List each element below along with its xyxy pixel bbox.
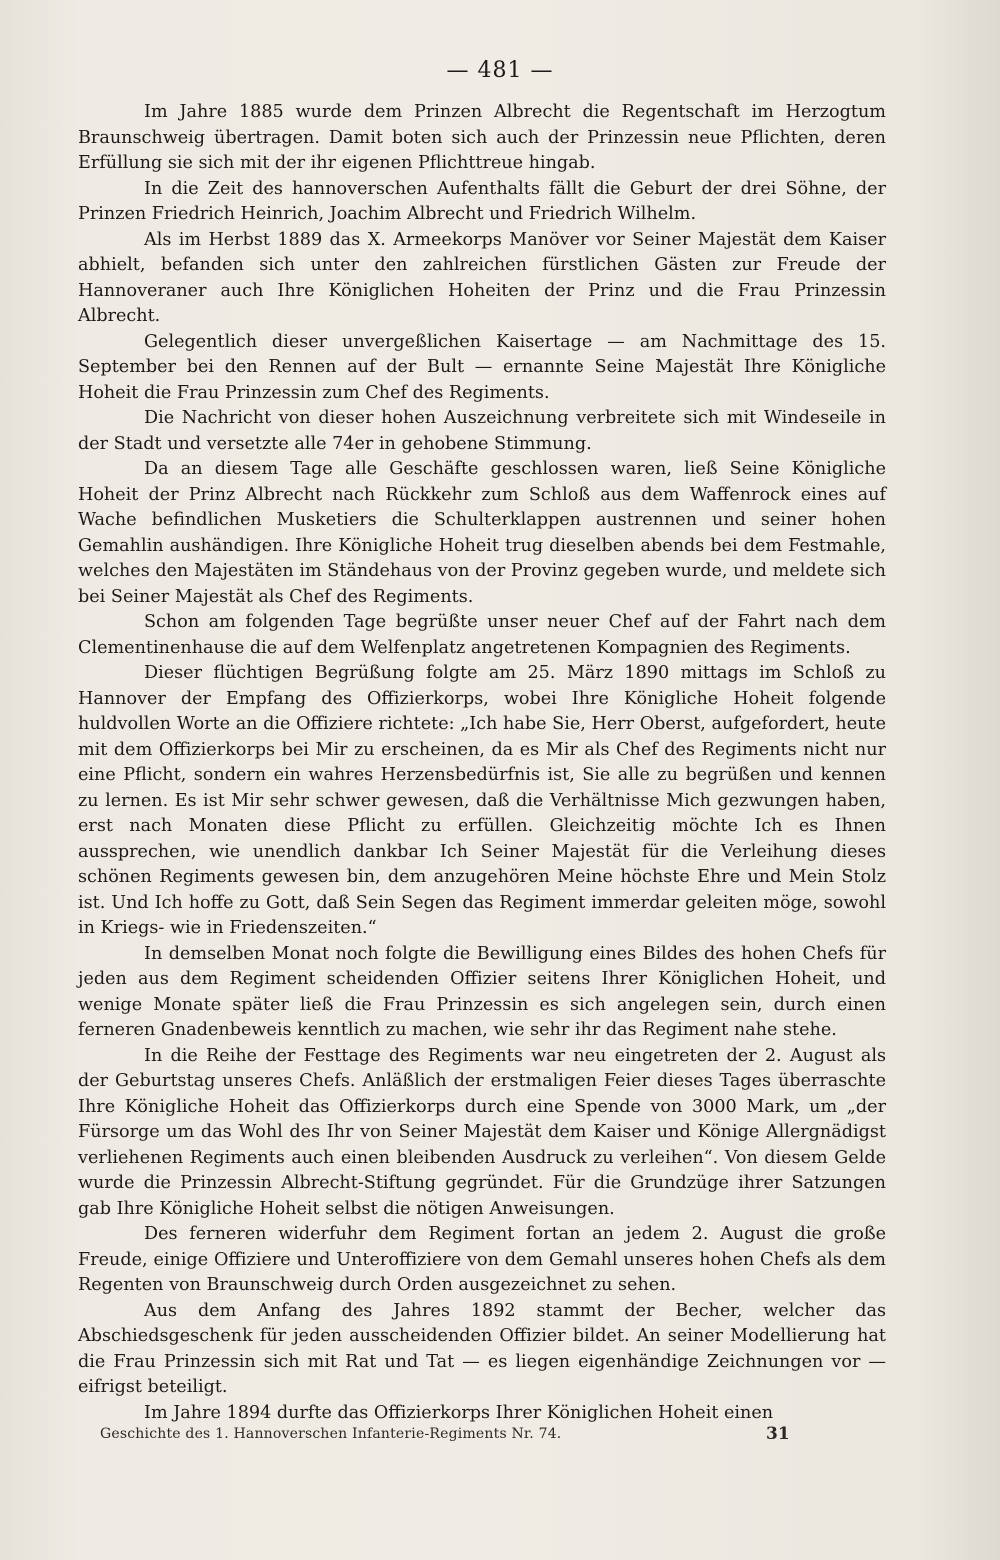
paragraph: Des ferneren widerfuhr dem Regiment fortan an jedem 2. August die große Freude, einige Offiziere und Unteroffiziere von dem Gemahl unseres hohen Chefs als dem Regenten von Braunschweig durch Orden ausgezeichnet zu sehen. bbox=[78, 1224, 886, 1295]
paragraph: Im Jahre 1894 durfte das Offizierkorps Ihrer Königlichen Hoheit einen bbox=[144, 1402, 774, 1423]
page-edge-shadow bbox=[930, 0, 1000, 1560]
signature-mark: 31 bbox=[766, 1424, 790, 1444]
paragraph: Im Jahre 1885 wurde dem Prinzen Albrecht die Regentschaft im Herzogtum Braunschweig übertragen. Damit boten sich auch der Prinzessin neue Pflichten, deren Erfüllung sie sich mit der ihr eigenen Pflichttreue hingab. bbox=[78, 102, 886, 173]
paragraph: In die Reihe der Festtage des Regiments war neu eingetreten der 2. August als der Geburtstag unseres Chefs. Anläßlich der erstmaligen Feier dieses Tages überraschte Ihre Königliche Hoheit das Offizierkorps durch eine Spende von 3000 Mark, um „der Fürsorge um das Wohl des Ihr von Seiner Majestät dem Kaiser und Könige Allergnädigst verliehenen Regiments auch einen bleibenden Ausdruck zu verleihen“. Von diesem Gelde wurde die Prinzessin Albrecht-Stiftung gegründet. Für die Grundzüge ihrer Satzungen gab Ihre Königliche Hoheit selbst die nötigen Anweisungen. bbox=[78, 1045, 886, 1219]
page-number: — 481 — bbox=[446, 58, 554, 83]
footer-title: Geschichte des 1. Hannoverschen Infanterie-Regiments Nr. 74. bbox=[100, 1426, 562, 1442]
paragraph: Da an diesem Tage alle Geschäfte geschlossen waren, ließ Seine Königliche Hoheit der Prinz Albrecht nach Rückkehr zum Schloß aus dem Waffenrock eines auf Wache befindlichen Musketiers die Schulterklappen austrennen und seiner hohen Gemahlin aushändigen. Ihre Königliche Hoheit trug dieselben abends bei dem Festmahle, welches den Majestäten im Ständehaus von der Provinz gegeben wurde, und meldete sich bei Seiner Majestät als Chef des Regiments. bbox=[78, 459, 886, 607]
paragraph: Die Nachricht von dieser hohen Auszeichnung verbreitete sich mit Windeseile in der Stadt und versetzte alle 74er in gehobene Stimmung. bbox=[78, 408, 886, 454]
paragraph: Als im Herbst 1889 das X. Armeekorps Manöver vor Seiner Majestät dem Kaiser abhielt, befanden sich unter den zahlreichen fürstlichen Gästen zur Freude der Hannoveraner auch Ihre Königlichen Hoheiten der Prinz und die Frau Prinzessin Albrecht. bbox=[78, 229, 886, 326]
paragraph: Dieser flüchtigen Begrüßung folgte am 25. März 1890 mittags im Schloß zu Hannover der Empfang des Offizierkorps, wobei Ihre Königliche Hoheit folgende huldvollen Worte an die Offiziere richtete: „Ich habe Sie, Herr Oberst, aufgefordert, heute mit dem Offizierkorps bei Mir zu erscheinen, da es Mir als Chef des Regiments nicht nur eine Pflicht, sondern ein wahres Herzensbedürfnis ist, Sie alle zu begrüßen und kennen zu lernen. Es ist Mir sehr schwer gewesen, daß die Verhältnisse Mich gezwungen haben, erst nach Monaten diese Pflicht zu erfüllen. Gleichzeitig möchte Ich es Ihnen aussprechen, wie unendlich dankbar Ich Seiner Majestät für die Verleihung dieses schönen Regiments gewesen bin, dem anzugehören Meine höchste Ehre und Mein Stolz ist. Und Ich hoffe zu Gott, daß Sein Segen das Regiment immerdar geleiten möge, sowohl in Kriegs- wie in Friedenszeiten.“ bbox=[78, 663, 886, 938]
paragraph: In demselben Monat noch folgte die Bewilligung eines Bildes des hohen Chefs für jeden aus dem Regiment scheidenden Offizier seitens Ihrer Königlichen Hoheit, und wenige Monate später ließ die Frau Prinzessin es sich angelegen sein, durch einen ferneren Gnadenbeweis kenntlich zu machen, wie sehr ihr das Regiment nahe stehe. bbox=[78, 943, 886, 1040]
body-text bbox=[78, 100, 886, 1426]
paragraph: In die Zeit des hannoverschen Aufenthalts fällt die Geburt der drei Söhne, der Prinzen Friedrich Heinrich, Joachim Albrecht und Friedrich Wilhelm. bbox=[78, 178, 886, 224]
paragraph: Gelegentlich dieser unvergeßlichen Kaisertage — am Nachmittage des 15. September bei den Rennen auf der Bult — ernannte Seine Majestät Ihre Königliche Hoheit die Frau Prinzessin zum Chef des Regiments. bbox=[78, 331, 886, 403]
paragraph: Aus dem Anfang des Jahres 1892 stammt der Becher, welcher das Abschiedsgeschenk für jeden ausscheidenden Offizier bildet. An seiner Modellierung hat die Frau Prinzessin sich mit Rat und Tat — es liegen eigenhändige Zeichnungen vor — eifrigst beteiligt. bbox=[78, 1300, 886, 1397]
paragraph: Schon am folgenden Tage begrüßte unser neuer Chef auf der Fahrt nach dem Clementinenhause die auf dem Welfenplatz angetretenen Kompagnien des Regiments. bbox=[78, 612, 886, 658]
